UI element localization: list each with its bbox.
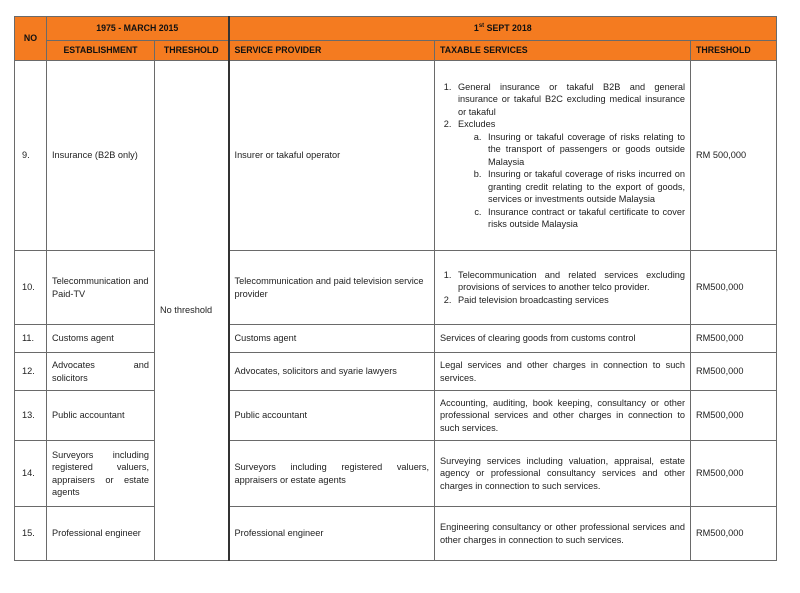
table-row xyxy=(15,61,777,251)
row-number: 14. xyxy=(15,441,47,507)
table-row xyxy=(15,507,777,561)
list-item: 1. General insurance or takaful B2B and general insurance or takaful B2C excluding medical insurance or takaful xyxy=(454,81,685,119)
header-threshold-old: THRESHOLD xyxy=(155,41,229,61)
establishment-cell: Surveyors including registered valuers, appraisers or estate agents xyxy=(47,441,155,507)
taxable-services-cell: Accounting, auditing, book keeping, consultancy or other professional services and other charges in connection to such services. xyxy=(435,391,691,441)
header-establishment: ESTABLISHMENT xyxy=(47,41,155,61)
taxable-services-cell xyxy=(435,251,691,325)
taxable-services-cell xyxy=(435,61,691,251)
list-item: b. Insuring or takaful coverage of risks incurred on granting credit relating to the export of goods, services or investments outside Malaysia xyxy=(484,168,685,206)
exclusions-list xyxy=(458,131,685,231)
threshold-cell: RM500,000 xyxy=(691,251,777,325)
taxable-services-list xyxy=(440,269,685,307)
table-row xyxy=(15,391,777,441)
row-number: 15. xyxy=(15,507,47,561)
establishment-cell: Insurance (B2B only) xyxy=(47,61,155,251)
list-item: c. Insurance contract or takaful certificate to cover risks outside Malaysia xyxy=(484,206,685,231)
list-item: 2. Excludes a. Insuring or takaful coverage of risks relating to the transport of passengers or goods outside Malaysia b. Insuring or takaful coverage of risks incurred on granting credit relating to the export of goods, services or investments outside Malaysia c. Insurance contract or takaful certificate to cover risks outside Malaysia xyxy=(454,118,685,231)
service-provider-cell: Professional engineer xyxy=(229,507,435,561)
service-tax-table xyxy=(14,16,777,561)
row-number: 12. xyxy=(15,353,47,391)
threshold-cell: RM500,000 xyxy=(691,507,777,561)
threshold-cell: RM500,000 xyxy=(691,353,777,391)
taxable-services-cell: Surveying services including valuation, appraisal, estate agency or professional consultancy services and other charges in connection to such services. xyxy=(435,441,691,507)
row-number: 13. xyxy=(15,391,47,441)
service-provider-cell: Insurer or takaful operator xyxy=(229,61,435,251)
establishment-cell: Professional engineer xyxy=(47,507,155,561)
header-no: NO xyxy=(15,17,47,61)
establishment-cell: Advocates and solicitors xyxy=(47,353,155,391)
row-number: 10. xyxy=(15,251,47,325)
service-provider-cell: Surveyors including registered valuers, appraisers or estate agents xyxy=(229,441,435,507)
service-tax-table-container xyxy=(14,16,776,561)
list-item: 1. Telecommunication and related services excluding provisions of services to another telco provider. xyxy=(454,269,685,294)
taxable-services-cell: Services of clearing goods from customs control xyxy=(435,325,691,353)
threshold-cell: RM500,000 xyxy=(691,391,777,441)
establishment-cell: Customs agent xyxy=(47,325,155,353)
row-number: 11. xyxy=(15,325,47,353)
establishment-cell: Public accountant xyxy=(47,391,155,441)
list-item: 2. Paid television broadcasting services xyxy=(454,294,685,307)
no-threshold-cell: No threshold xyxy=(155,61,229,561)
list-item: a. Insuring or takaful coverage of risks relating to the transport of passengers or goods outside Malaysia xyxy=(484,131,685,169)
threshold-cell: RM500,000 xyxy=(691,325,777,353)
row-number: 9. xyxy=(15,61,47,251)
taxable-services-cell: Legal services and other charges in connection to such services. xyxy=(435,353,691,391)
threshold-cell: RM 500,000 xyxy=(691,61,777,251)
taxable-services-list xyxy=(440,81,685,231)
header-service-provider: SERVICE PROVIDER xyxy=(229,41,435,61)
header-threshold-new: THRESHOLD xyxy=(691,41,777,61)
header-period-new: 1st SEPT 2018 xyxy=(229,17,777,41)
service-provider-cell: Telecommunication and paid television service provider xyxy=(229,251,435,325)
establishment-cell: Telecommunication and Paid-TV xyxy=(47,251,155,325)
header-period-old: 1975 - MARCH 2015 xyxy=(47,17,229,41)
table-row xyxy=(15,325,777,353)
service-provider-cell: Advocates, solicitors and syarie lawyers xyxy=(229,353,435,391)
taxable-services-cell: Engineering consultancy or other professional services and other charges in connection to such services. xyxy=(435,507,691,561)
threshold-cell: RM500,000 xyxy=(691,441,777,507)
header-taxable-services: TAXABLE SERVICES xyxy=(435,41,691,61)
table-row xyxy=(15,353,777,391)
service-provider-cell: Customs agent xyxy=(229,325,435,353)
service-provider-cell: Public accountant xyxy=(229,391,435,441)
table-row xyxy=(15,251,777,325)
table-row xyxy=(15,441,777,507)
